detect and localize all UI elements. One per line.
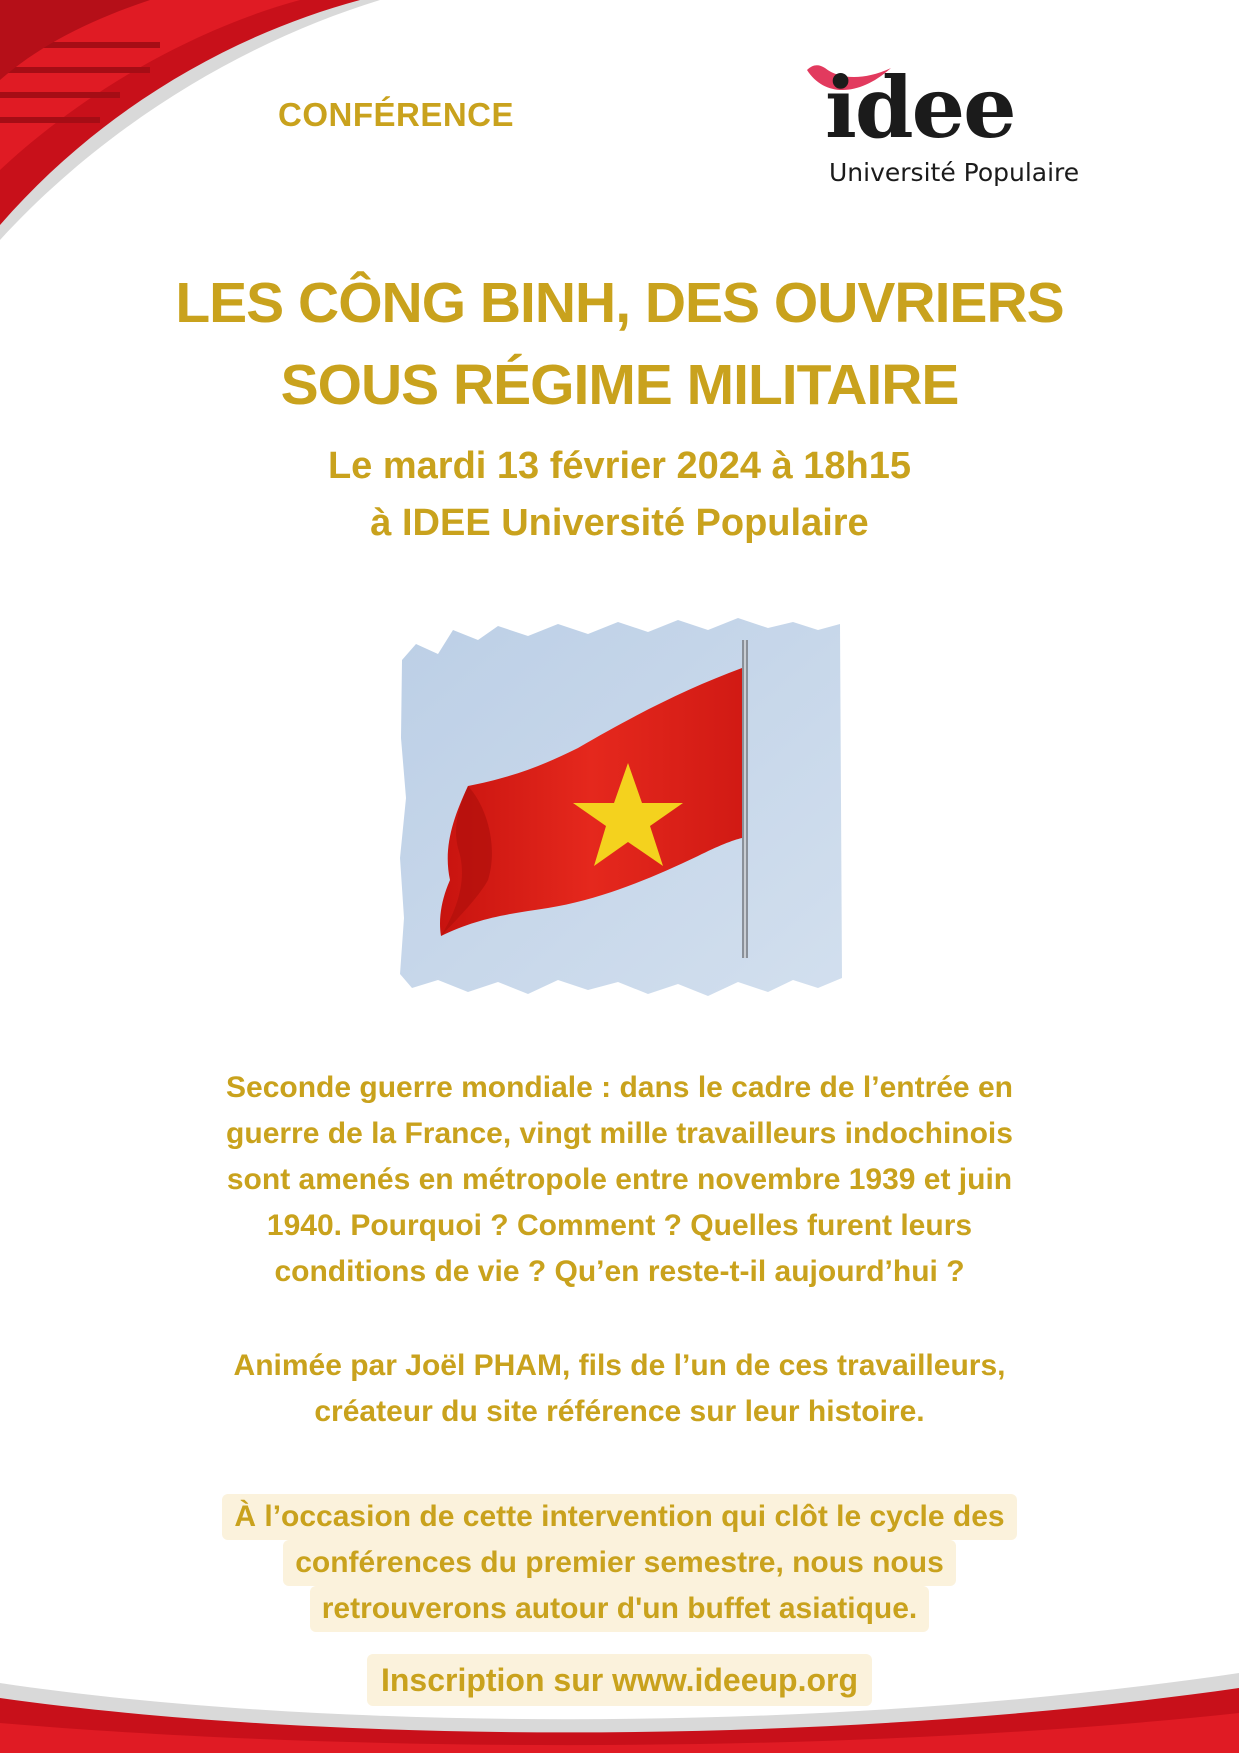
announcement-line: À l’occasion de cette intervention qui clôt le cycle des	[222, 1494, 1016, 1540]
description-line: Seconde guerre mondiale : dans le cadre de l’entrée en	[226, 1071, 1013, 1104]
title-line-2: SOUS RÉGIME MILITAIRE	[280, 353, 959, 417]
host-line: créateur du site référence sur leur histoire.	[314, 1395, 925, 1428]
buffet-announcement	[60, 1494, 1179, 1632]
description-line: sont amenés en métropole entre novembre 1939 et juin	[226, 1163, 1013, 1196]
event-place: à IDEE Université Populaire	[370, 502, 869, 544]
event-type-label: CONFÉRENCE	[278, 96, 515, 133]
title-line-1: LES CÔNG BINH, DES OUVRIERS	[175, 271, 1064, 335]
vietnamese-flag-photo	[398, 618, 843, 998]
description-line: guerre de la France, vingt mille travailleurs indochinois	[226, 1117, 1013, 1150]
announcement-line: conférences du premier semestre, nous nous	[283, 1540, 956, 1586]
conference-title	[60, 262, 1179, 426]
logo-subtitle: Université Populaire	[829, 158, 1080, 187]
description	[110, 1065, 1129, 1295]
host-info	[110, 1343, 1129, 1435]
registration-link[interactable]: Inscription sur www.ideeup.org	[367, 1654, 872, 1706]
idee-logo[interactable]	[805, 58, 1105, 198]
description-line: 1940. Pourquoi ? Comment ? Quelles furent leurs	[266, 1209, 973, 1242]
host-line: Animée par Joël PHAM, fils de l’un de ces travailleurs,	[233, 1349, 1006, 1382]
description-line: conditions de vie ? Qu’en reste-t-il aujourd’hui ?	[274, 1255, 965, 1288]
event-details	[60, 438, 1179, 552]
event-date: Le mardi 13 février 2024 à 18h15	[327, 445, 912, 487]
logo-wordmark: idee	[825, 58, 1015, 157]
announcement-line: retrouverons autour d'un buffet asiatique.	[310, 1586, 930, 1632]
